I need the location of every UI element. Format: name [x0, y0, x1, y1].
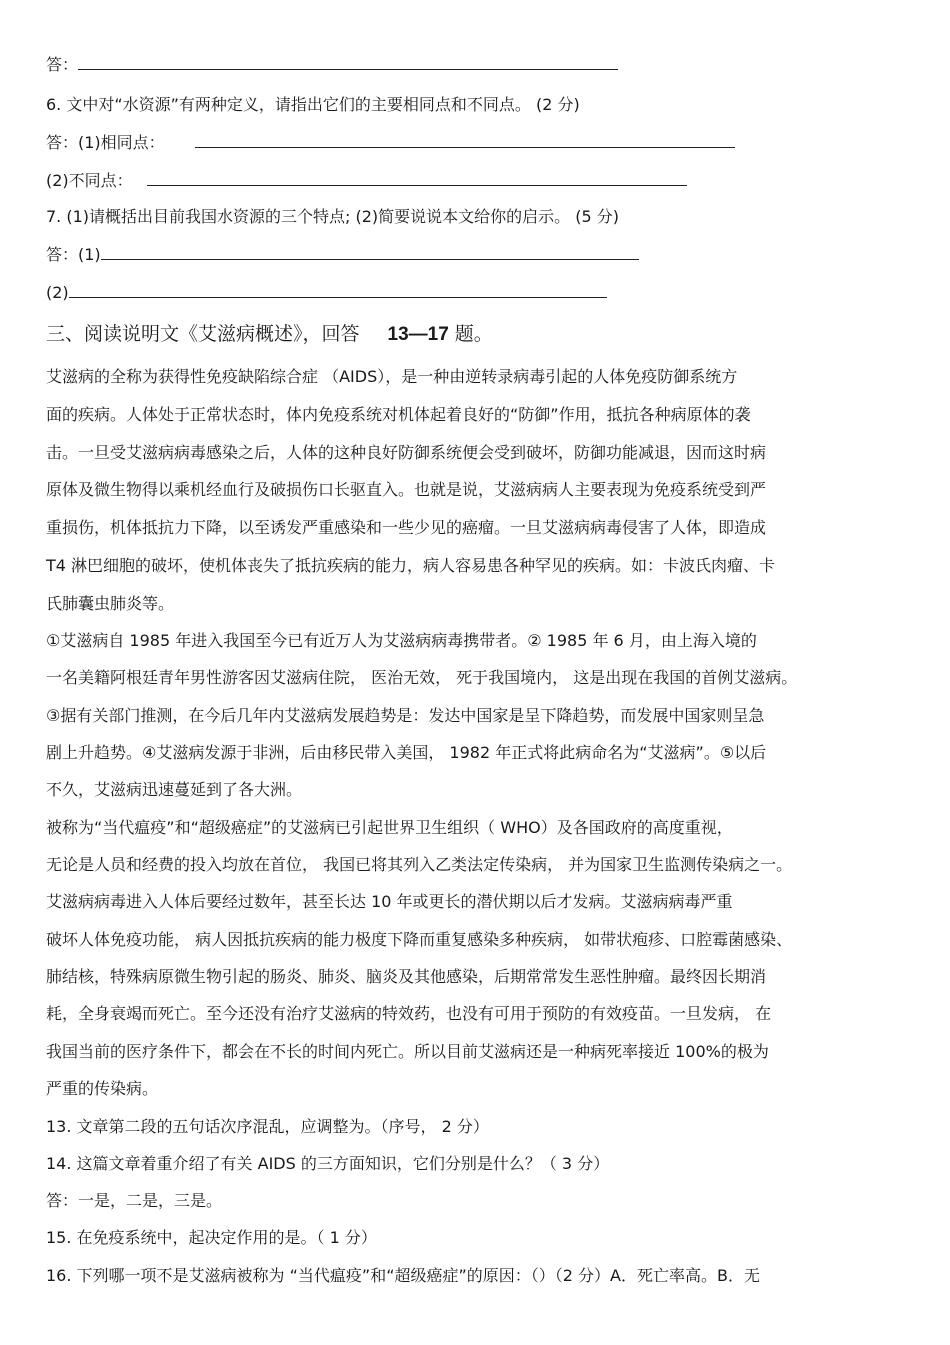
passage-line: 被称为“当代瘟疫”和“超级癌症”的艾滋病已引起世界卫生组织（ WHO）及各国政府的高度重视， [46, 818, 733, 837]
q6-answer-same [46, 132, 735, 154]
answer-blank [147, 171, 687, 186]
answer-blank [78, 55, 618, 70]
passage-line: 一名美籍阿根廷青年男性游客因艾滋病住院， 医治无效， 死于我国境内， 这是出现在我国的首例艾滋病。 [46, 668, 798, 687]
passage-line: 击。一旦受艾滋病病毒感染之后，人体的这种良好防御系统便会受到破坏，防御功能减退，因而这时病 [46, 443, 767, 462]
q7-answer-2-label: (2) [46, 283, 69, 302]
q6-answer-same-label: 答：(1)相同点： [46, 133, 165, 152]
passage-line: 肺结核，特殊病原微生物引起的肠炎、肺炎、脑炎及其他感染，后期常常发生恶性肿瘤。最终因长期消 [46, 967, 767, 986]
answer-blank [101, 245, 639, 260]
answer-prefix: 答： [46, 55, 79, 74]
q14-answer: 答：一是，二是，三是。 [46, 1191, 223, 1210]
passage-line: 艾滋病病毒进入人体后要经过数年，甚至长达 10 年或更长的潜伏期以后才发病。艾滋病病毒严重 [46, 892, 733, 911]
passage-line: ①艾滋病自 1985 年进入我国至今已有近万人为艾滋病病毒携带者。② 1985 年 6 月，由上海入境的 [46, 631, 757, 650]
question-16: 16. 下列哪一项不是艾滋病被称为 “当代瘟疫”和“超级癌症”的原因：（）（2 分）A．死亡率高。B．无 [46, 1266, 760, 1285]
q6-answer-diff-label: (2)不同点： [46, 171, 133, 190]
passage-line: T4 淋巴细胞的破坏，使机体丧失了抵抗疾病的能力，病人容易患各种罕见的疾病。如：卡波氏肉瘤、卡 [46, 556, 776, 575]
answer-line-top [46, 54, 618, 76]
passage-line: 耗，全身衰竭而死亡。至今还没有治疗艾滋病的特效药，也没有可用于预防的有效疫苗。一旦发病， 在 [46, 1004, 772, 1023]
passage-line: 剧上升趋势。④艾滋病发源于非洲，后由移民带入美国， 1982 年正式将此病命名为“艾滋病”。⑤以后 [46, 743, 767, 762]
passage-line: ③据有关部门推测，在今后几年内艾滋病发展趋势是：发达中国家是呈下降趋势，而发展中国家则呈急 [46, 706, 765, 725]
question-6: 6. 文中对“水资源”有两种定义，请指出它们的主要相同点和不同点。 (2 分) [46, 95, 580, 114]
answer-blank [195, 133, 735, 148]
passage-line: 不久，艾滋病迅速蔓延到了各大洲。 [46, 780, 303, 799]
q7-answer-2 [46, 282, 607, 304]
question-13: 13. 文章第二段的五句话次序混乱，应调整为。（序号， 2 分） [46, 1117, 489, 1136]
passage-line: 无论是人员和经费的投入均放在首位， 我国已将其列入乙类法定传染病， 并为国家卫生监测传染病之一。 [46, 855, 793, 874]
passage-line: 氏肺囊虫肺炎等。 [46, 594, 175, 613]
q7-answer-1-label: 答：(1) [46, 245, 101, 264]
section-title-range: 13—17 [387, 324, 449, 345]
passage-line: 我国当前的医疗条件下，都会在不长的时间内死亡。所以目前艾滋病还是一种病死率接近 100%的极为 [46, 1042, 769, 1061]
question-7: 7. (1)请概括出目前我国水资源的三个特点; (2)简要说说本文给你的启示。 (5 分) [46, 207, 619, 226]
question-15: 15. 在免疫系统中，起决定作用的是。（ 1 分） [46, 1228, 377, 1247]
passage-line: 严重的传染病。 [46, 1079, 159, 1098]
q7-answer-1 [46, 244, 639, 266]
q6-answer-diff [46, 170, 687, 192]
section-title-suffix: 题。 [454, 323, 493, 345]
question-14: 14. 这篇文章着重介绍了有关 AIDS 的三方面知识，它们分别是什么？（ 3 分） [46, 1154, 610, 1173]
section-title-text: 三、阅读说明文《艾滋病概述》，回答 [46, 323, 360, 345]
passage-line: 破坏人体免疫功能， 病人因抵抗疾病的能力极度下降而重复感染多种疾病， 如带状疱疹、口腔霉菌感染、 [46, 930, 793, 949]
passage-line: 艾滋病的全称为获得性免疫缺陷综合症 （AIDS），是一种由逆转录病毒引起的人体免疫防御系统方 [46, 367, 738, 386]
passage-line: 面的疾病。人体处于正常状态时，体内免疫系统对机体起着良好的“防御”作用，抵抗各种病原体的袭 [46, 405, 751, 424]
passage-line: 原体及微生物得以乘机经血行及破损伤口长驱直入。也就是说，艾滋病病人主要表现为免疫系统受到严 [46, 480, 767, 499]
passage-line: 重损伤，机体抵抗力下降，以至诱发严重感染和一些少见的癌瘤。一旦艾滋病病毒侵害了人体，即造成 [46, 518, 767, 537]
section-title [46, 321, 493, 347]
answer-blank [69, 283, 607, 298]
